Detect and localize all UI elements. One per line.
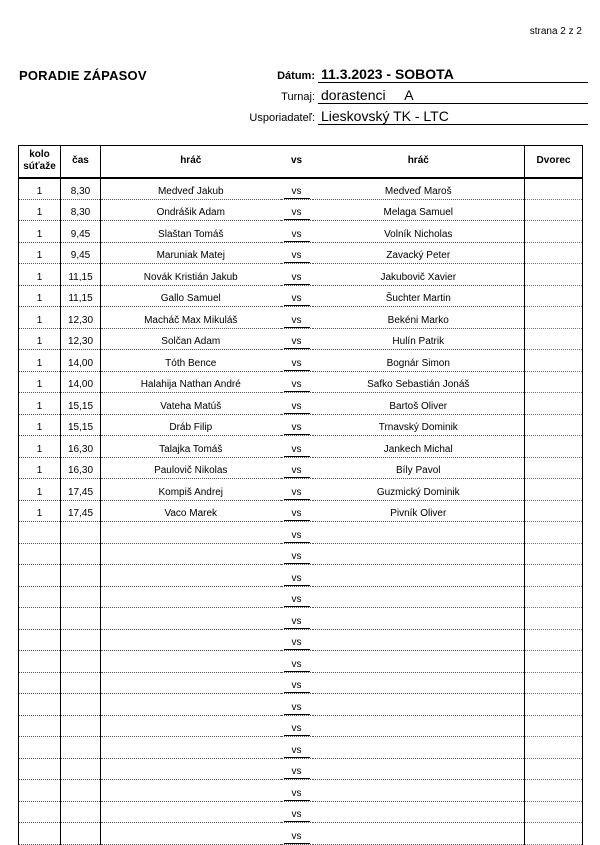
court-cell	[525, 221, 583, 243]
table-row	[19, 737, 583, 759]
table-row	[19, 436, 583, 458]
court-cell	[525, 629, 583, 651]
table-row	[19, 543, 583, 565]
vs-cell	[281, 608, 313, 630]
player1-cell	[101, 780, 281, 802]
player1-cell	[101, 737, 281, 759]
player2-cell	[313, 780, 525, 802]
round-cell: 1	[19, 264, 61, 286]
player1-cell: Gallo Samuel	[101, 285, 281, 307]
court-cell	[525, 199, 583, 221]
time-cell	[61, 565, 101, 587]
table-row	[19, 221, 583, 243]
vs-cell	[281, 393, 313, 415]
round-cell	[19, 651, 61, 673]
time-cell: 17,45	[61, 479, 101, 501]
player1-cell: Vaco Marek	[101, 500, 281, 522]
table-row	[19, 285, 583, 307]
round-cell	[19, 758, 61, 780]
court-cell	[525, 608, 583, 630]
table-row	[19, 823, 583, 845]
player2-cell: Šuchter Martin	[313, 285, 525, 307]
vs-label: vs	[291, 379, 302, 390]
player2-cell: Bartoš Oliver	[313, 393, 525, 415]
date-row	[200, 64, 454, 82]
court-cell	[525, 264, 583, 286]
court-cell	[525, 715, 583, 737]
round-cell: 1	[19, 414, 61, 436]
player2-cell	[313, 801, 525, 823]
table-row	[19, 629, 583, 651]
time-cell: 15,15	[61, 414, 101, 436]
time-cell: 8,30	[61, 199, 101, 221]
player1-cell: Maruniak Matej	[101, 242, 281, 264]
player2-cell: Jankech Michal	[313, 436, 525, 458]
vs-cell	[281, 178, 313, 200]
round-cell: 1	[19, 479, 61, 501]
time-cell	[61, 737, 101, 759]
time-cell: 11,15	[61, 285, 101, 307]
court-cell	[525, 694, 583, 716]
player1-cell: Solčan Adam	[101, 328, 281, 350]
court-cell	[525, 328, 583, 350]
vs-cell	[281, 436, 313, 458]
round-cell	[19, 629, 61, 651]
vs-cell	[281, 285, 313, 307]
table-row	[19, 393, 583, 415]
player2-cell: Volník Nicholas	[313, 221, 525, 243]
vs-label: vs	[291, 701, 302, 713]
vs-cell	[281, 328, 313, 350]
vs-label: vs	[291, 744, 302, 756]
table-row	[19, 178, 583, 200]
vs-cell	[281, 221, 313, 243]
table-row	[19, 479, 583, 501]
player2-cell: Medveď Maroš	[313, 178, 525, 200]
player2-cell	[313, 737, 525, 759]
round-cell	[19, 780, 61, 802]
player1-cell	[101, 629, 281, 651]
date-label: Dátum:	[277, 70, 315, 82]
table-row	[19, 715, 583, 737]
court-cell	[525, 457, 583, 479]
time-cell: 16,30	[61, 436, 101, 458]
round-cell: 1	[19, 221, 61, 243]
player1-cell: Kompiš Andrej	[101, 479, 281, 501]
vs-cell	[281, 823, 313, 845]
header-round-line1: kolo	[29, 149, 50, 161]
vs-cell	[281, 371, 313, 393]
player1-cell: Novák Kristián Jakub	[101, 264, 281, 286]
court-cell	[525, 414, 583, 436]
court-cell	[525, 672, 583, 694]
vs-label: vs	[291, 830, 302, 842]
player1-cell	[101, 758, 281, 780]
vs-label: vs	[291, 594, 302, 605]
round-cell	[19, 737, 61, 759]
time-cell	[61, 758, 101, 780]
schedule-body	[19, 178, 583, 845]
court-cell	[525, 178, 583, 200]
round-cell	[19, 586, 61, 608]
table-row	[19, 307, 583, 329]
court-cell	[525, 242, 583, 264]
player2-cell	[313, 672, 525, 694]
time-cell	[61, 608, 101, 630]
court-cell	[525, 371, 583, 393]
time-cell: 9,45	[61, 242, 101, 264]
time-cell: 16,30	[61, 457, 101, 479]
round-cell	[19, 672, 61, 694]
time-cell: 14,00	[61, 371, 101, 393]
time-cell	[61, 672, 101, 694]
vs-label: vs	[291, 271, 302, 283]
court-cell	[525, 479, 583, 501]
player1-cell: Dráb Filip	[101, 414, 281, 436]
table-row	[19, 350, 583, 372]
vs-cell	[281, 414, 313, 436]
player2-cell: Zavacký Peter	[313, 242, 525, 264]
match-schedule-table	[18, 145, 583, 845]
table-header-row	[19, 146, 583, 178]
vs-label: vs	[291, 293, 302, 304]
vs-cell	[281, 199, 313, 221]
time-cell	[61, 651, 101, 673]
vs-cell	[281, 522, 313, 544]
vs-cell	[281, 737, 313, 759]
vs-label: vs	[291, 465, 302, 476]
court-cell	[525, 522, 583, 544]
vs-label: vs	[291, 228, 302, 240]
round-cell	[19, 522, 61, 544]
vs-label: vs	[291, 250, 302, 261]
tournament-label: Turnaj:	[281, 91, 315, 103]
time-cell: 12,30	[61, 307, 101, 329]
vs-label: vs	[291, 422, 302, 433]
player1-cell	[101, 586, 281, 608]
vs-label: vs	[291, 207, 302, 218]
table-row	[19, 414, 583, 436]
vs-cell	[281, 350, 313, 372]
vs-underline	[284, 843, 310, 844]
vs-label: vs	[291, 529, 302, 541]
court-cell	[525, 586, 583, 608]
round-cell	[19, 694, 61, 716]
player2-cell	[313, 565, 525, 587]
header-time: čas	[61, 146, 101, 178]
vs-cell	[281, 715, 313, 737]
time-cell	[61, 629, 101, 651]
vs-label: vs	[291, 680, 302, 691]
player1-cell: Ondrášik Adam	[101, 199, 281, 221]
player2-cell: Safko Sebastián Jonáš	[313, 371, 525, 393]
vs-cell	[281, 629, 313, 651]
player2-cell	[313, 608, 525, 630]
organizer-underline	[318, 124, 588, 125]
vs-cell	[281, 479, 313, 501]
vs-label: vs	[291, 723, 302, 734]
vs-cell	[281, 500, 313, 522]
court-cell	[525, 565, 583, 587]
player2-cell	[313, 586, 525, 608]
time-cell	[61, 823, 101, 845]
player1-cell: Slaštan Tomáš	[101, 221, 281, 243]
table-row	[19, 780, 583, 802]
table-row	[19, 608, 583, 630]
vs-cell	[281, 242, 313, 264]
time-cell: 12,30	[61, 328, 101, 350]
table-row	[19, 586, 583, 608]
player1-cell	[101, 608, 281, 630]
player2-cell	[313, 758, 525, 780]
time-cell	[61, 586, 101, 608]
player2-cell: Hulín Patrik	[313, 328, 525, 350]
court-cell	[525, 285, 583, 307]
tournament-underline	[318, 103, 588, 104]
player1-cell	[101, 651, 281, 673]
round-cell: 1	[19, 307, 61, 329]
court-cell	[525, 737, 583, 759]
vs-cell	[281, 543, 313, 565]
table-row	[19, 672, 583, 694]
round-cell: 1	[19, 242, 61, 264]
player1-cell: Vateha Matúš	[101, 393, 281, 415]
player2-cell: Bíly Pavol	[313, 457, 525, 479]
player2-cell: Melaga Samuel	[313, 199, 525, 221]
court-cell	[525, 543, 583, 565]
player1-cell	[101, 565, 281, 587]
player2-cell	[313, 651, 525, 673]
vs-label: vs	[291, 615, 302, 627]
table-row	[19, 801, 583, 823]
table-row	[19, 328, 583, 350]
table-row	[19, 457, 583, 479]
organizer-label: Usporiadateľ:	[249, 112, 315, 124]
player1-cell: Medveď Jakub	[101, 178, 281, 200]
table-row	[19, 199, 583, 221]
player1-cell	[101, 823, 281, 845]
round-cell	[19, 543, 61, 565]
player1-cell: Halahija Nathan André	[101, 371, 281, 393]
table-row	[19, 500, 583, 522]
time-cell: 8,30	[61, 178, 101, 200]
table-row	[19, 651, 583, 673]
player2-cell	[313, 823, 525, 845]
round-cell: 1	[19, 199, 61, 221]
player2-cell	[313, 694, 525, 716]
court-cell	[525, 780, 583, 802]
player2-cell	[313, 715, 525, 737]
court-cell	[525, 500, 583, 522]
header-player1: hráč	[101, 146, 281, 178]
vs-label: vs	[291, 809, 302, 820]
round-cell	[19, 823, 61, 845]
round-cell: 1	[19, 285, 61, 307]
vs-cell	[281, 586, 313, 608]
vs-cell	[281, 651, 313, 673]
player1-cell	[101, 543, 281, 565]
court-cell	[525, 801, 583, 823]
round-cell: 1	[19, 350, 61, 372]
time-cell	[61, 780, 101, 802]
document-title: PORADIE ZÁPASOV	[19, 68, 147, 83]
round-cell: 1	[19, 371, 61, 393]
court-cell	[525, 393, 583, 415]
vs-label: vs	[291, 314, 302, 326]
player1-cell: Paulovič Nikolas	[101, 457, 281, 479]
court-cell	[525, 651, 583, 673]
player2-cell: Bekéni Marko	[313, 307, 525, 329]
time-cell: 14,00	[61, 350, 101, 372]
vs-label: vs	[291, 658, 302, 670]
vs-label: vs	[291, 787, 302, 799]
table-row	[19, 522, 583, 544]
vs-label: vs	[291, 486, 302, 498]
vs-label: vs	[291, 551, 302, 562]
vs-cell	[281, 457, 313, 479]
vs-label: vs	[291, 508, 302, 519]
vs-label: vs	[291, 185, 302, 197]
header-round	[19, 146, 61, 178]
time-cell: 11,15	[61, 264, 101, 286]
vs-label: vs	[291, 637, 302, 648]
vs-label: vs	[291, 766, 302, 777]
vs-cell	[281, 565, 313, 587]
player2-cell: Pivník Oliver	[313, 500, 525, 522]
tournament-row	[200, 85, 414, 103]
player1-cell	[101, 672, 281, 694]
round-cell	[19, 608, 61, 630]
table-row	[19, 242, 583, 264]
player1-cell: Talajka Tomáš	[101, 436, 281, 458]
table-row	[19, 371, 583, 393]
vs-cell	[281, 758, 313, 780]
time-cell	[61, 543, 101, 565]
court-cell	[525, 350, 583, 372]
player1-cell	[101, 694, 281, 716]
player2-cell: Guzmický Dominik	[313, 479, 525, 501]
organizer-row	[200, 106, 449, 124]
time-cell	[61, 801, 101, 823]
tournament-value: dorastenci A	[321, 87, 414, 103]
table-row	[19, 758, 583, 780]
header-court: Dvorec	[525, 146, 583, 178]
round-cell	[19, 801, 61, 823]
round-cell: 1	[19, 457, 61, 479]
table-row	[19, 264, 583, 286]
court-cell	[525, 307, 583, 329]
court-cell	[525, 436, 583, 458]
header-round-line2: súťaže	[23, 161, 56, 173]
player2-cell	[313, 522, 525, 544]
player1-cell	[101, 801, 281, 823]
player2-cell: Bognár Simon	[313, 350, 525, 372]
vs-cell	[281, 307, 313, 329]
time-cell: 15,15	[61, 393, 101, 415]
table-row	[19, 694, 583, 716]
round-cell	[19, 715, 61, 737]
court-cell	[525, 823, 583, 845]
time-cell	[61, 715, 101, 737]
time-cell	[61, 522, 101, 544]
vs-label: vs	[291, 357, 302, 369]
vs-label: vs	[291, 336, 302, 347]
player1-cell	[101, 522, 281, 544]
header-vs: vs	[281, 146, 313, 178]
organizer-value: Lieskovský TK - LTC	[321, 108, 449, 124]
time-cell: 17,45	[61, 500, 101, 522]
player2-cell	[313, 629, 525, 651]
court-cell	[525, 758, 583, 780]
round-cell: 1	[19, 436, 61, 458]
round-cell: 1	[19, 328, 61, 350]
player2-cell	[313, 543, 525, 565]
player1-cell: Macháč Max Mikuláš	[101, 307, 281, 329]
vs-label: vs	[291, 572, 302, 584]
player2-cell: Jakubovič Xavier	[313, 264, 525, 286]
player2-cell: Trnavský Dominik	[313, 414, 525, 436]
date-underline	[318, 82, 588, 83]
round-cell	[19, 565, 61, 587]
vs-cell	[281, 780, 313, 802]
round-cell: 1	[19, 178, 61, 200]
round-cell: 1	[19, 393, 61, 415]
player1-cell	[101, 715, 281, 737]
vs-label: vs	[291, 400, 302, 412]
header-player2: hráč	[313, 146, 525, 178]
date-value: 11.3.2023 - SOBOTA	[321, 66, 454, 82]
time-cell: 9,45	[61, 221, 101, 243]
vs-cell	[281, 694, 313, 716]
player1-cell: Tóth Bence	[101, 350, 281, 372]
vs-label: vs	[291, 443, 302, 455]
round-cell: 1	[19, 500, 61, 522]
table-row	[19, 565, 583, 587]
time-cell	[61, 694, 101, 716]
vs-cell	[281, 264, 313, 286]
page-number: strana 2 z 2	[529, 26, 582, 37]
vs-cell	[281, 672, 313, 694]
vs-cell	[281, 801, 313, 823]
